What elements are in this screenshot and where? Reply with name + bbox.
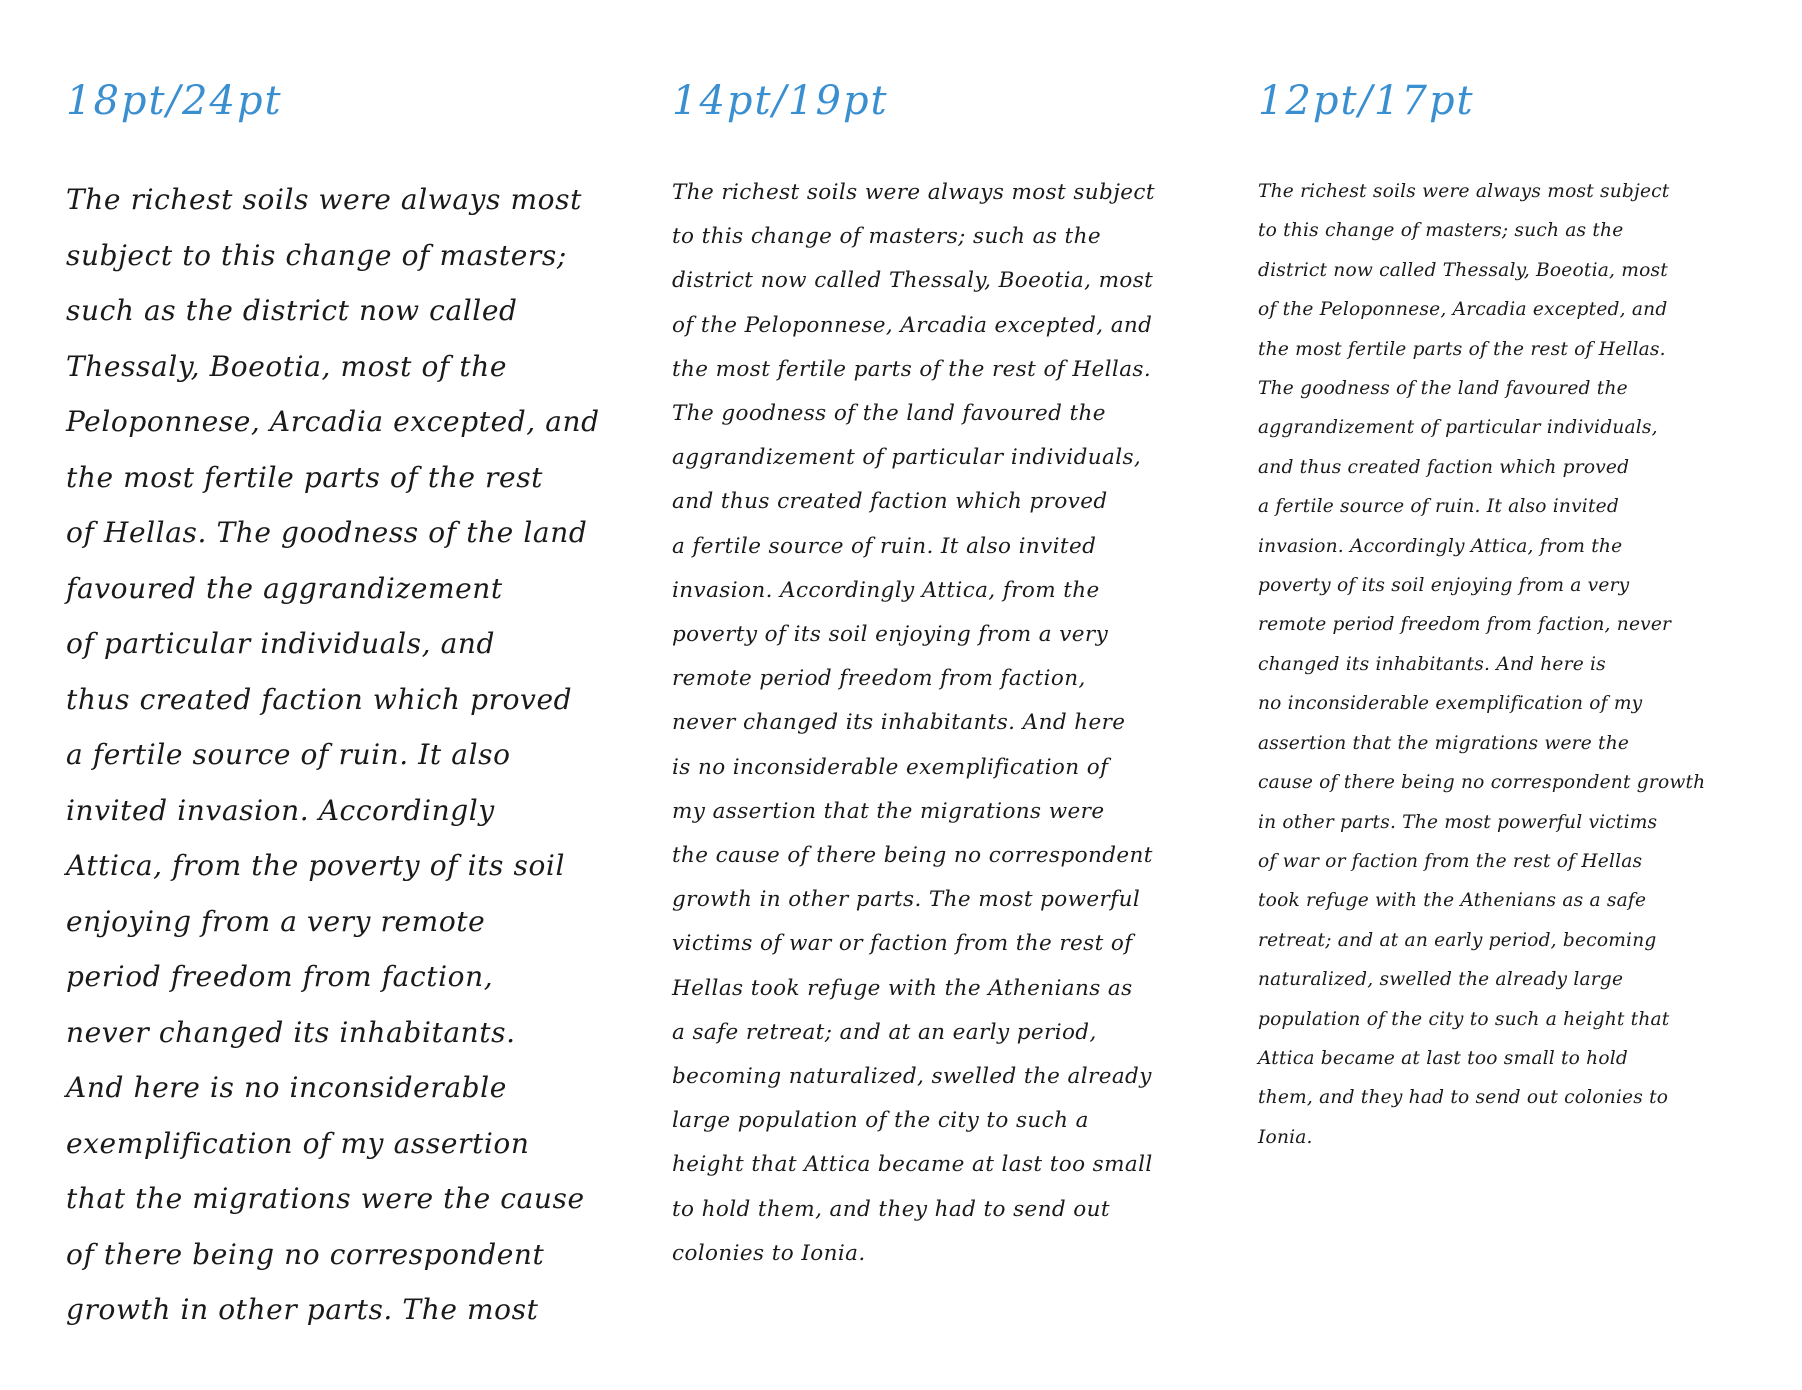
text-line: aggrandizement of particular individuals, (1258, 417, 1658, 439)
text-line: to this change of masters; such as the (672, 224, 1101, 250)
text-line: a safe retreat; and at an early period, (672, 1019, 1097, 1045)
text-line: of Hellas. The goodness of the land (66, 516, 588, 549)
text-line: invasion. Accordingly Attica, from the (672, 577, 1100, 603)
text-line: remote period freedom from faction, (672, 666, 1086, 692)
text-line: aggrandizement of particular individuals, (672, 445, 1142, 471)
text-line: my assertion that the migrations were (672, 798, 1105, 824)
text-line: The goodness of the land favoured the (1258, 378, 1628, 400)
text-line: Attica, from the poverty of its soil (66, 849, 566, 882)
text-line: growth in other parts. The most (66, 1293, 539, 1326)
text-line: subject to this change of masters; (66, 238, 567, 272)
column-heading: 14pt/19pt (672, 78, 889, 124)
text-line: victims of war or faction from the rest of (672, 931, 1133, 957)
text-line: Hellas took refuge with the Athenians as (672, 975, 1133, 1001)
text-line: a fertile source of ruin. It also (66, 738, 511, 771)
text-line: remote period freedom from faction, never (1258, 614, 1672, 636)
text-line: such as the district now called (66, 294, 518, 327)
text-line: assertion that the migrations were the (1258, 732, 1630, 754)
text-line: population of the city to such a height that (1258, 1008, 1670, 1030)
text-line: of there being no correspondent (66, 1237, 545, 1271)
text-line: The richest soils were always most subject (1258, 181, 1670, 202)
text-line: poverty of its soil enjoying from a very (1258, 575, 1630, 597)
text-line: never changed its inhabitants. And here (672, 710, 1126, 736)
text-line: Attica became at last too small to hold (1258, 1047, 1629, 1069)
text-line: colonies to Ionia. (672, 1240, 866, 1266)
column-heading: 18pt/24pt (66, 78, 283, 124)
text-line: retreat; and at an early period, becoming (1258, 929, 1657, 951)
text-line: height that Attica became at last too small (672, 1152, 1153, 1178)
text-line: invited invasion. Accordingly (66, 793, 495, 827)
text-line: is no inconsiderable exemplification of (672, 754, 1109, 780)
text-line: enjoying from a very remote (66, 904, 486, 938)
text-line: of the Peloponnese, Arcadia excepted, and (672, 312, 1153, 338)
text-line: thus created faction which proved (66, 682, 573, 716)
text-line: Peloponnese, Arcadia excepted, and (66, 405, 600, 438)
text-line: Ionia. (1258, 1126, 1313, 1148)
text-line: exemplification of my assertion (66, 1126, 530, 1160)
text-line: district now called Thessaly, Boeotia, most (672, 268, 1154, 294)
column-heading: 12pt/17pt (1258, 78, 1475, 124)
text-line: took refuge with the Athenians as a safe (1258, 890, 1647, 912)
text-line: in other parts. The most powerful victims (1258, 811, 1658, 833)
specimen-paragraph (1258, 172, 1705, 1157)
text-line: of the Peloponnese, Arcadia excepted, and (1258, 299, 1668, 321)
specimen-paragraph (66, 172, 600, 1338)
text-line: cause of there being no correspondent growth (1258, 772, 1706, 794)
text-line: The richest soils were always most subject (672, 180, 1155, 205)
text-line: invasion. Accordingly Attica, from the (1258, 535, 1623, 557)
text-line: and thus created faction which proved (1258, 456, 1630, 478)
text-line: becoming naturalized, swelled the already (672, 1064, 1152, 1090)
text-line: and thus created faction which proved (672, 489, 1108, 515)
text-line: period freedom from faction, (66, 960, 494, 993)
text-line: to hold them, and they had to send out (672, 1196, 1110, 1222)
text-line: a fertile source of ruin. It also invited (1258, 496, 1619, 518)
text-line: of war or faction from the rest of Hellas (1258, 850, 1643, 872)
text-line: the most fertile parts of the rest of Hellas. (672, 356, 1152, 382)
text-line: the cause of there being no correspondent (672, 843, 1153, 869)
text-line: growth in other parts. The most powerful (672, 887, 1141, 913)
text-line: naturalized, swelled the already large (1258, 969, 1624, 991)
text-line: And here is no inconsiderable (66, 1071, 507, 1104)
text-line: a fertile source of ruin. It also invited (672, 533, 1097, 559)
specimen-paragraph (672, 171, 1155, 1276)
text-line: district now called Thessaly, Boeotia, most (1258, 259, 1668, 281)
text-line: to this change of masters; such as the (1258, 220, 1624, 242)
text-line: them, and they had to send out colonies to (1258, 1087, 1669, 1109)
text-line: large population of the city to such a (672, 1108, 1089, 1134)
text-line: the most fertile parts of the rest (66, 460, 544, 494)
text-line: Thessaly, Boeotia, most of the (66, 349, 508, 383)
text-line: poverty of its soil enjoying from a very (672, 622, 1109, 648)
text-line: that the migrations were the cause (66, 1182, 585, 1215)
text-line: of particular individuals, and (66, 627, 496, 660)
text-line: The goodness of the land favoured the (672, 401, 1106, 427)
text-line: the most fertile parts of the rest of Hellas. (1258, 338, 1666, 360)
text-line: The richest soils were always most (66, 183, 582, 216)
text-line: favoured the aggrandizement (66, 571, 503, 605)
text-line: changed its inhabitants. And here is (1258, 653, 1606, 675)
text-line: no inconsiderable exemplification of my (1258, 693, 1643, 715)
text-line: never changed its inhabitants. (66, 1015, 516, 1049)
